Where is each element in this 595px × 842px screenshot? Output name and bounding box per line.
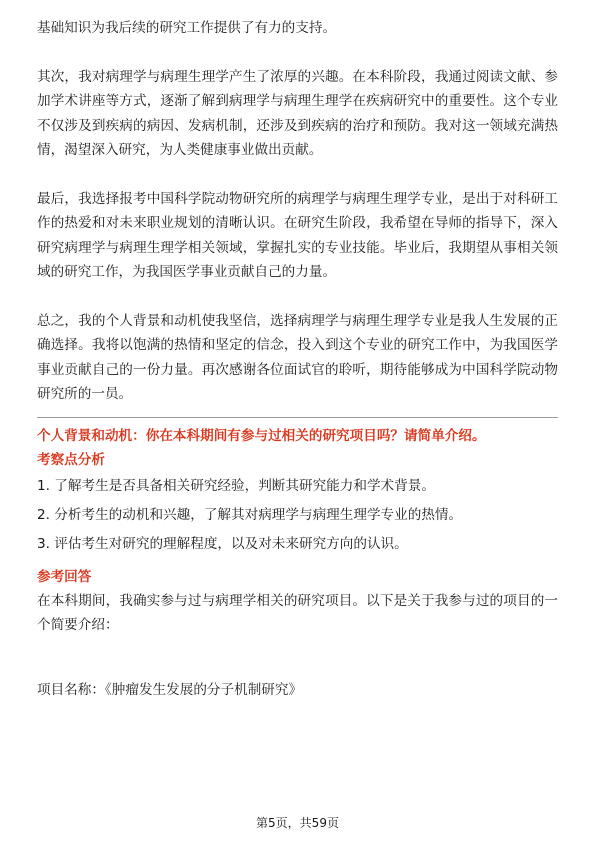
analysis-item-2: 2. 分析考生的动机和兴趣，了解其对病理学与病理生理学专业的热情。 <box>37 506 463 523</box>
answer-title: 参考回答 <box>37 568 92 585</box>
body-paragraph-conclusion: 总之，我的个人背景和动机使我坚信，选择病理学与病理生理学专业是我人生发展的正确选择。我将以饱满的热情和坚定的信念，投入到这个专业的研究工作中，为我国医学事业贡献自己的一份力量。再次感谢各位面试官的聆听，期待能够成为中国科学院动物研究所的一员。 <box>37 312 558 402</box>
section-divider <box>37 417 558 418</box>
analysis-item-3: 3. 评估考生对研究的理解程度，以及对未来研究方向的认识。 <box>37 535 408 552</box>
paragraph-gap <box>37 163 558 187</box>
answer-project-name: 项目名称：《肿瘤发生发展的分子机制研究》 <box>37 681 303 698</box>
question-heading: 个人背景和动机：你在本科期间有参与过相关的研究项目吗？请简单介绍。 <box>37 427 486 444</box>
paragraph-gap <box>37 638 558 678</box>
analysis-title: 考察点分析 <box>37 451 105 468</box>
body-paragraph-secondly: 其次，我对病理学与病理生理学产生了浓厚的兴趣。在本科阶段，我通过阅读文献、参加学术讲座等方式，逐渐了解到病理学与病理生理学在疾病研究中的重要性。这个专业不仅涉及到疾病的病因、发病机制，还涉及到疾病的治疗和预防。我对这一领域充满热情，渴望深入研究，为人类健康事业做出贡献。 <box>37 68 558 158</box>
analysis-list <box>37 472 558 559</box>
page-content <box>37 16 558 702</box>
body-paragraph-continued: 基础知识为我后续的研究工作提供了有力的支持。 <box>37 20 337 36</box>
page-number-footer: 第5页，共59页 <box>256 816 339 830</box>
paragraph-gap <box>37 285 558 309</box>
analysis-item-1: 1. 了解考生是否具备相关研究经验，判断其研究能力和学术背景。 <box>37 477 435 494</box>
body-paragraph-finally: 最后，我选择报考中国科学院动物研究所的病理学与病理生理学专业，是出于对科研工作的热爱和对未来职业规划的清晰认识。在研究生阶段，我希望在导师的指导下，深入研究病理学与病理生理学相关领域，掌握扎实的专业技能。毕业后，我期望从事相关领域的研究工作，为我国医学事业贡献自己的力量。 <box>37 190 558 280</box>
paragraph-gap <box>37 41 558 65</box>
answer-paragraph: 在本科期间，我确实参与过与病理学相关的研究项目。以下是关于我参与过的项目的一个简要介绍： <box>37 592 558 633</box>
